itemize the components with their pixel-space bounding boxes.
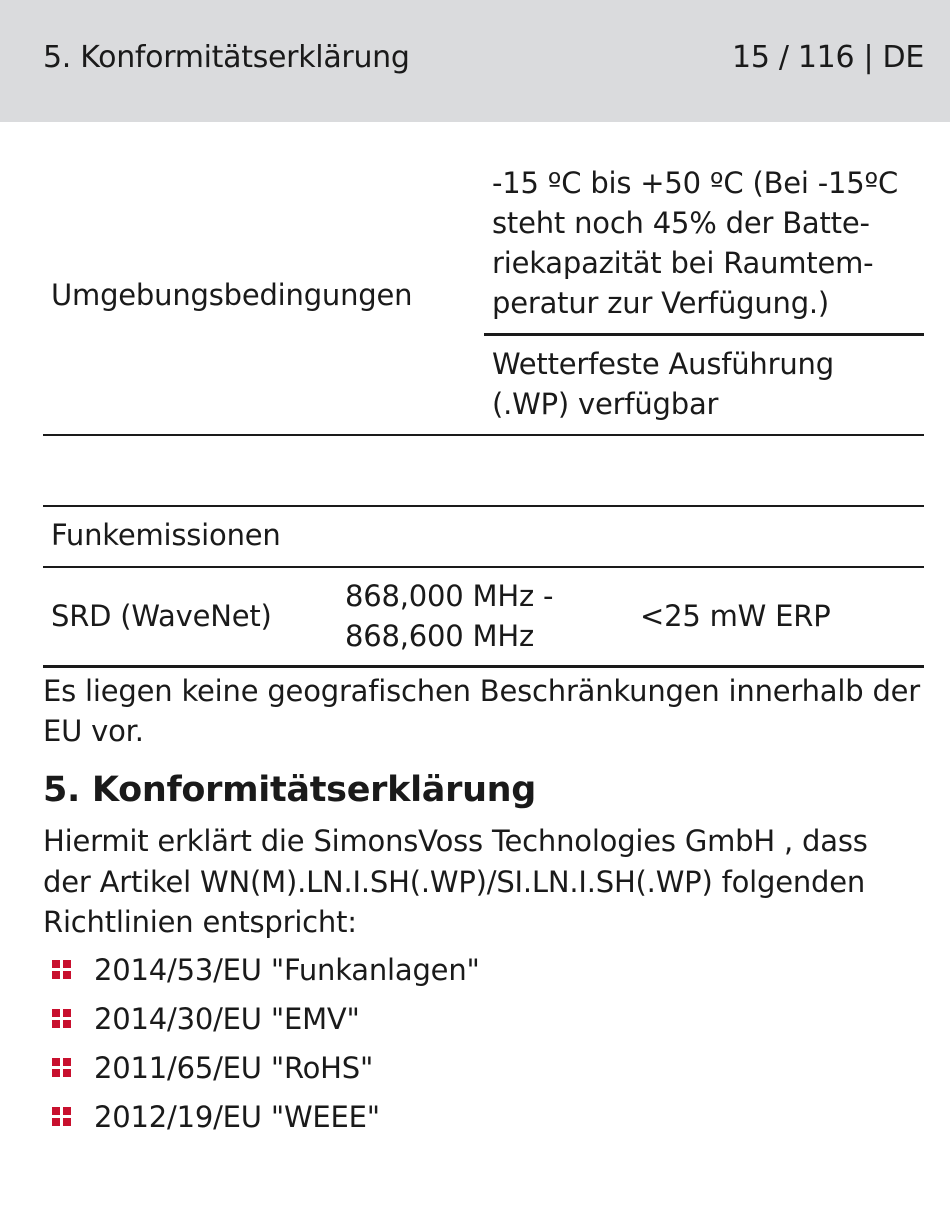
red-square-bullet-icon	[52, 1107, 72, 1127]
radio-freq-line-2: 868,600 MHz	[345, 619, 534, 653]
red-square-bullet-icon	[52, 1009, 72, 1029]
directive-text: 2012/19/EU "WEEE"	[94, 1100, 380, 1134]
header-section-title: 5. Konformitätserklärung	[43, 40, 410, 75]
env-weather-line-1: Wetterfeste Ausführung	[492, 347, 834, 381]
env-temp-line-2: steht noch 45% der Batte-	[492, 206, 870, 240]
env-label: Umgebungsbedingungen	[51, 278, 413, 312]
env-temp-line-4: peratur zur Verfügung.)	[492, 286, 830, 320]
page-header	[0, 0, 950, 122]
section-intro-line-2: der Artikel WN(M).LN.I.SH(.WP)/SI.LN.I.SH(.WP) folgenden	[43, 865, 866, 899]
red-square-bullet-icon	[52, 960, 72, 980]
radio-heading-rule	[43, 566, 924, 568]
env-temp-line-3: riekapazität bei Raumtem-	[492, 246, 874, 280]
directive-text: 2014/53/EU "Funkanlagen"	[94, 953, 480, 987]
red-square-bullet-icon	[52, 1058, 72, 1078]
radio-table-bottom-rule	[43, 665, 924, 668]
radio-freq-line-1: 868,000 MHz -	[345, 579, 554, 613]
radio-power: <25 mW ERP	[640, 599, 831, 633]
section-heading: 5. Konformitätserklärung	[43, 770, 537, 810]
radio-heading: Funkemissionen	[51, 518, 281, 552]
section-intro-line-1: Hiermit erklärt die SimonsVoss Technologies GmbH , dass	[43, 824, 868, 858]
directive-text: 2011/65/EU "RoHS"	[94, 1051, 374, 1085]
env-cell-divider	[484, 333, 924, 336]
header-page-number: 15 / 116 | DE	[732, 40, 924, 75]
note-line-2: EU vor.	[43, 714, 144, 748]
env-temp-line-1: -15 ºC bis +50 ºC (Bei -15ºC	[492, 166, 899, 200]
note-line-1: Es liegen keine geografischen Beschränkungen innerhalb der	[43, 674, 921, 708]
section-intro-line-3: Richtlinien entspricht:	[43, 905, 357, 939]
env-table-bottom-rule	[43, 434, 924, 436]
radio-row-label: SRD (WaveNet)	[51, 599, 272, 633]
env-weather-line-2: (.WP) verfügbar	[492, 387, 719, 421]
radio-table-top-rule	[43, 505, 924, 507]
directive-text: 2014/30/EU "EMV"	[94, 1002, 360, 1036]
